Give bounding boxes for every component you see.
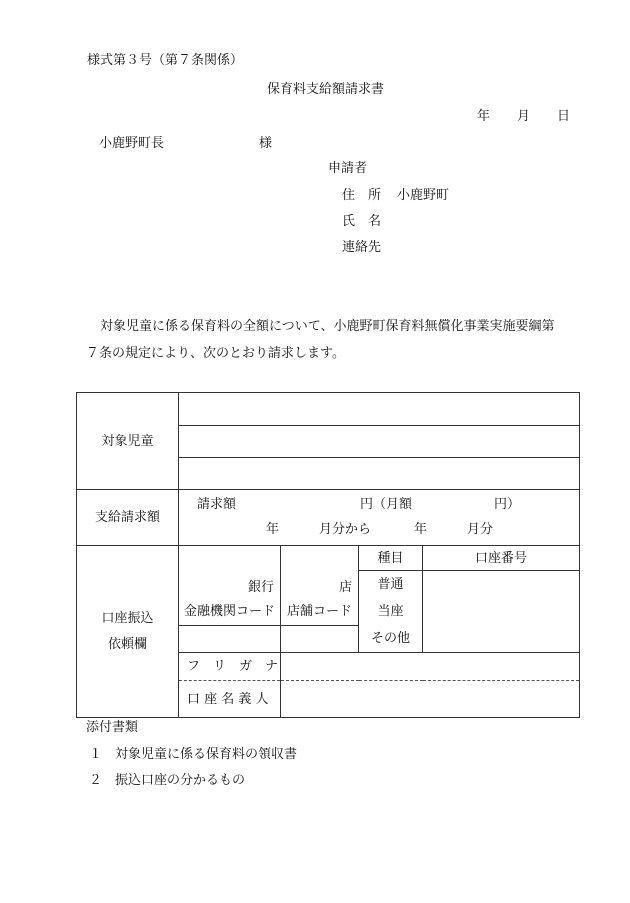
address-label: 住 所 — [342, 188, 382, 203]
date-day: 日 — [557, 109, 571, 124]
target-child-field-1[interactable] — [179, 393, 580, 426]
form-title: 保育料支給額請求書 — [267, 82, 385, 97]
account-holder-label: 口 座 名 義 人 — [179, 681, 281, 718]
name-label: 氏 名 — [342, 214, 382, 229]
claim-label: 支給請求額 — [77, 490, 179, 546]
target-child-label: 対象児童 — [77, 393, 179, 490]
body-line-2: ７条の規定により、次のとおり請求します。 — [86, 346, 345, 361]
date-year: 年 — [477, 109, 491, 124]
furigana-label: フ リ ガ ナ — [179, 653, 281, 681]
body-line-1: 対象児童に係る保育料の全額について、小鹿野町保育料無償化事業実施要綱第 — [100, 319, 555, 334]
account-type-options[interactable] — [359, 571, 423, 653]
bank-code-label: 金融機関コード — [179, 599, 281, 625]
target-child-field-3[interactable] — [179, 458, 580, 490]
from-month-label: 月分から — [319, 522, 372, 537]
claim-table — [76, 392, 580, 718]
form-number: 様式第３号（第７条関係） — [87, 53, 244, 68]
branch-code-label: 店舗コード — [281, 599, 359, 625]
attachments-heading: 添付書類 — [86, 720, 139, 735]
bank-code-field[interactable] — [179, 625, 281, 652]
claim-amount-label: 請求額 — [197, 497, 237, 512]
attachment-item-1: １ 対象児童に係る保育料の領収書 — [89, 747, 298, 762]
account-transfer-label — [77, 546, 179, 718]
to-year-label: 年 — [414, 522, 428, 537]
type-other[interactable]: その他 — [370, 631, 410, 646]
bank-name-field[interactable] — [179, 546, 281, 599]
to-month-label: 月分 — [467, 522, 494, 537]
address-value: 小鹿野町 — [397, 188, 450, 203]
type-ordinary[interactable]: 普通 — [377, 577, 404, 592]
date-month: 月 — [517, 109, 531, 124]
attachment-item-2: ２ 振込口座の分かるもの — [89, 773, 246, 788]
bank-label: 銀行 — [247, 579, 274, 595]
from-year-label: 年 — [266, 522, 280, 537]
yen-close-label: 円） — [494, 497, 521, 512]
type-current[interactable]: 当座 — [377, 604, 404, 619]
type-header: 種目 — [359, 546, 423, 571]
furigana-field[interactable] — [281, 653, 580, 681]
target-child-field-2[interactable] — [179, 426, 580, 458]
account-label-line-2: 依頼欄 — [107, 636, 147, 652]
claim-amount-field[interactable] — [179, 490, 580, 546]
account-number-header: 口座番号 — [423, 546, 580, 571]
addressee-name: 小鹿野町長 — [99, 136, 165, 151]
contact-label: 連絡先 — [342, 240, 382, 255]
yen-monthly-label: 円（月額 — [360, 497, 413, 512]
branch-name-field[interactable] — [281, 546, 359, 599]
addressee-honorific: 様 — [259, 136, 273, 151]
account-label-line-1: 口座振込 — [101, 610, 154, 626]
applicant-heading: 申請者 — [328, 161, 368, 176]
account-number-field[interactable] — [423, 571, 580, 653]
branch-code-field[interactable] — [281, 625, 359, 652]
branch-label: 店 — [338, 579, 352, 595]
account-holder-field[interactable] — [281, 681, 580, 718]
